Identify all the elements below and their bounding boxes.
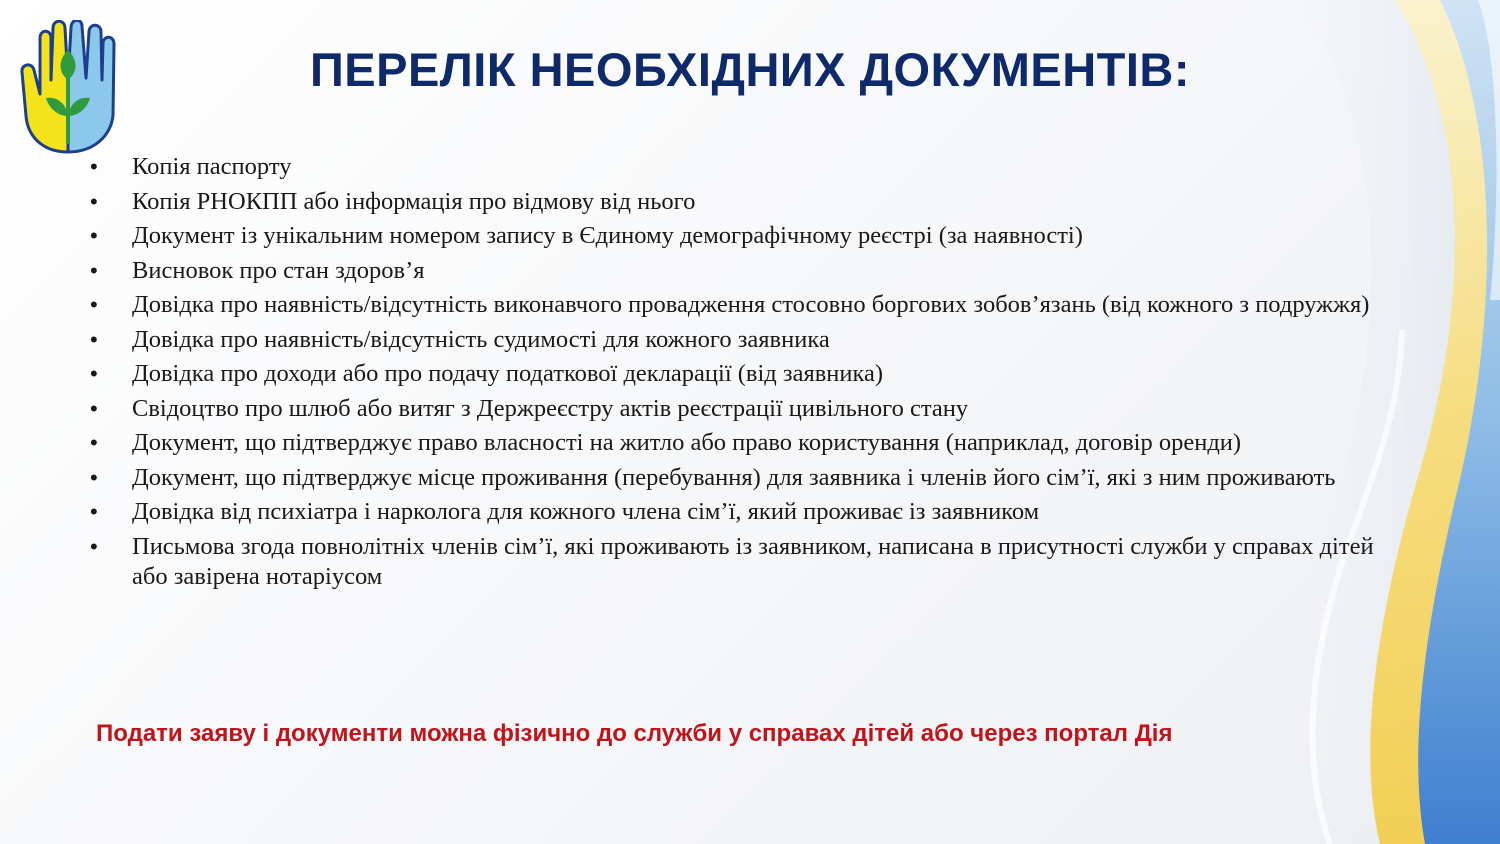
document-list-item [86, 359, 1376, 389]
bullet-icon: • [90, 464, 98, 490]
bullet-icon: • [90, 430, 98, 455]
document-list-item-text: Документ, що підтверджує місце проживання (перебування) для заявника і членів його сім’ї, які з ним проживають [132, 463, 1336, 491]
document-list-item [86, 187, 1376, 217]
page-title: ПЕРЕЛІК НЕОБХІДНИХ ДОКУМЕНТІВ: [309, 43, 1191, 96]
document-list-item [86, 497, 1376, 527]
document-list-item [86, 152, 1376, 182]
document-list-item-text: Документ із унікальним номером запису в Єдиному демографічному реєстрі (за наявності) [132, 222, 1083, 249]
document-list-item-text: Довідка про доходи або про подачу податкової декларації (від заявника) [132, 360, 884, 387]
bullet-icon: • [90, 188, 98, 214]
document-list-item [86, 221, 1376, 251]
document-list-item [86, 290, 1376, 320]
bullet-icon: • [90, 499, 98, 524]
document-list-item [86, 394, 1376, 424]
document-list-item-text: Копія РНОКПП або інформація про відмову від нього [132, 187, 696, 215]
bullet-icon: • [90, 533, 98, 559]
document-list-item [86, 325, 1376, 355]
bullet-icon: • [90, 292, 98, 317]
bullet-icon: • [90, 257, 98, 283]
document-list-item-text: Письмова згода повнолітніх членів сім’ї, які проживають із заявником, написана в присутності служби у справах дітей або завірена нотаріусом [132, 532, 1374, 590]
bullet-icon: • [90, 395, 98, 421]
bullet-icon: • [90, 361, 98, 386]
document-list-item-text: Довідка про наявність/відсутність виконавчого провадження стосовно боргових зобов’язань (від кожного з подружжя) [132, 291, 1370, 318]
document-list-item [86, 532, 1376, 592]
document-list-item-text: Довідка від психіатра і нарколога для кожного члена сім’ї, який проживає із заявником [132, 498, 1040, 525]
document-list-item-text: Копія паспорту [132, 153, 292, 180]
document-list-item [86, 463, 1376, 493]
document-list-item-text: Документ, що підтверджує право власності на житло або право користування (наприклад, договір оренди) [132, 429, 1242, 456]
document-list-item-text: Висновок про стан здоров’я [132, 256, 425, 284]
document-list-item-text: Свідоцтво про шлюб або витяг з Держреєстру актів реєстрації цивільного стану [132, 394, 969, 422]
submission-note: Подати заяву і документи можна фізично до служби у справах дітей або через портал Дія [96, 720, 1173, 747]
document-list-item [86, 256, 1376, 286]
document-list-item-text: Довідка про наявність/відсутність судимості для кожного заявника [132, 325, 830, 353]
bullet-icon: • [90, 154, 98, 179]
bullet-icon: • [90, 223, 98, 248]
documents-list [86, 152, 1376, 596]
bullet-icon: • [90, 326, 98, 352]
document-list-item [86, 428, 1376, 458]
